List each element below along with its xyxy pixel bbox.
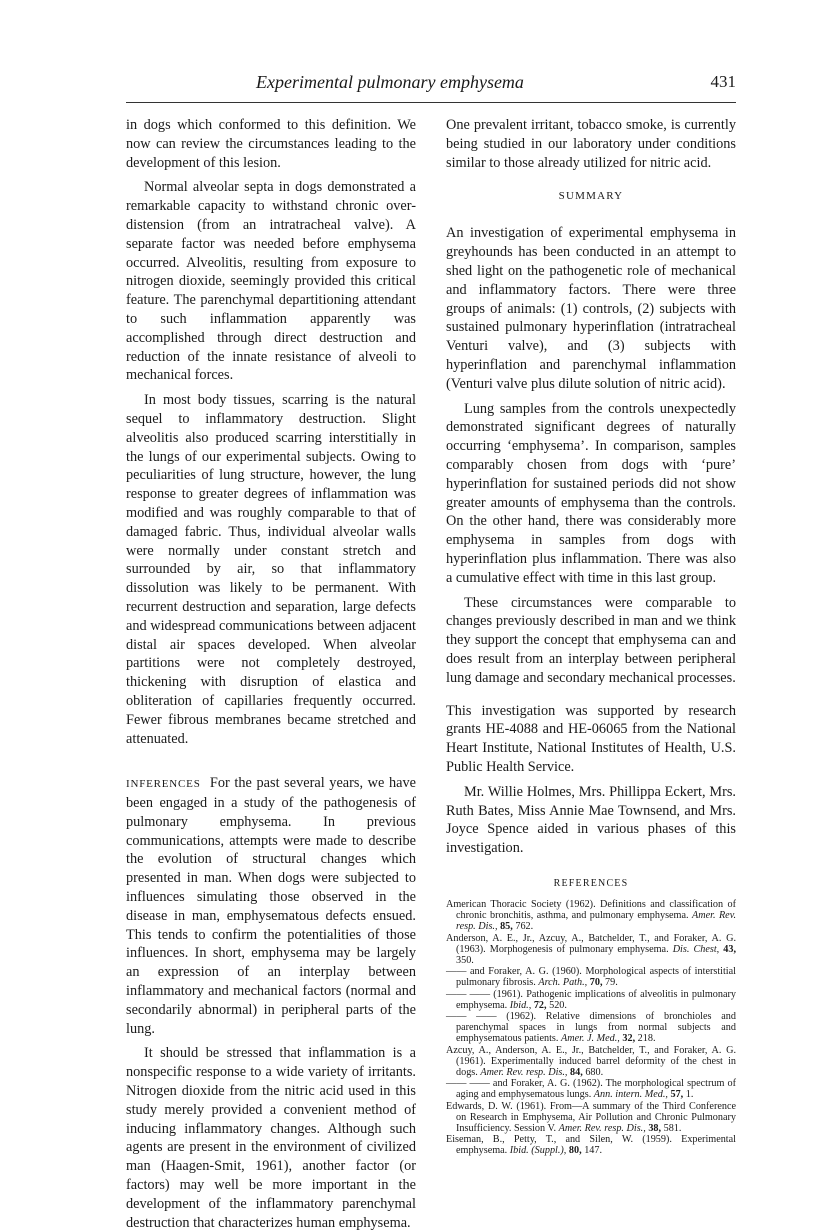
reference-journal: Amer. Rev. resp. Dis., bbox=[558, 1122, 649, 1134]
reference-entry bbox=[446, 898, 737, 933]
reference-pages: 1. bbox=[685, 1089, 694, 1101]
reference-entry bbox=[446, 1134, 736, 1157]
page-number: 431 bbox=[710, 72, 736, 91]
reference-journal: Amer. Rev. resp. Dis., bbox=[456, 910, 737, 933]
reference-pages: 79. bbox=[605, 977, 618, 989]
header-rule bbox=[126, 102, 736, 103]
reference-text: Anderson, A. E., Jr., Azcuy, A., Batchelder, T., and Foraker, A. G. (1963). Morphogenesis of pulmonary emphysema. bbox=[446, 932, 736, 955]
reference-journal: Dis. Chest, bbox=[672, 943, 724, 955]
reference-text: Eiseman, B., Petty, T., and Silen, W. (1959). Experimental emphysema. bbox=[446, 1134, 736, 1157]
reference-volume: 85, bbox=[500, 921, 516, 933]
reference-journal: Ibid., bbox=[509, 999, 534, 1011]
reference-text: —— and Foraker, A. G. (1960). Morphological aspects of interstitial pulmonary fibrosis. bbox=[446, 966, 736, 989]
reference-journal: Ibid. (Suppl.), bbox=[509, 1145, 569, 1157]
reference-text: —— —— (1962). Relative dimensions of bronchioles and parenchymal spaces in lungs from normal subjects and emphysematous patients. bbox=[446, 1010, 736, 1045]
reference-pages: 350. bbox=[456, 954, 474, 966]
reference-entry bbox=[446, 1044, 736, 1079]
left-column bbox=[126, 116, 416, 1232]
reference-pages: 680. bbox=[585, 1066, 604, 1078]
reference-entry bbox=[446, 1010, 736, 1045]
paragraph: One prevalent irritant, tobacco smoke, is currently being studied in our laboratory under conditions similar to those already utilized for nitric acid. bbox=[446, 117, 736, 171]
reference-volume: 84, bbox=[570, 1066, 586, 1078]
reference-entry bbox=[446, 1100, 736, 1135]
inferences-paragraph bbox=[126, 774, 416, 1038]
reference-entry bbox=[446, 966, 736, 989]
inferences-label: INFERENCES bbox=[126, 778, 201, 791]
reference-volume: 70, bbox=[589, 977, 606, 989]
reference-journal: Amer. Rev. resp. Dis., bbox=[480, 1066, 571, 1078]
reference-volume: 38, bbox=[648, 1122, 664, 1134]
reference-pages: 218. bbox=[637, 1033, 656, 1045]
acknowledgement-grants: This investigation was supported by research grants HE-4088 and HE-06065 from the National Heart Institute, National Institutes of Health, U.S. Public Health Service. bbox=[446, 702, 736, 775]
reference-pages: 581. bbox=[663, 1122, 682, 1134]
reference-volume: 43, bbox=[723, 943, 737, 955]
paragraph: It should be stressed that inflammation is a nonspecific response to a wide variety of irritants. Nitrogen dioxide from the nitric acid used in this study merely provided a convenient method of inducing inflammatory changes. Although such agents are present in the environment of civilized man (Haagen-Smit, 1961), another factor (or factors) may well be more important in the development of the inflammatory parenchymal destruction that characterizes human emphysema. bbox=[126, 1045, 416, 1231]
reference-text: —— —— and Foraker, A. G. (1962). The morphological spectrum of aging and emphysematous lungs. bbox=[446, 1078, 736, 1101]
reference-volume: 72, bbox=[533, 999, 550, 1011]
reference-pages: 762. bbox=[515, 921, 534, 933]
paragraph: Normal alveolar septa in dogs demonstrated a remarkable capacity to withstand chronic over-distension (from an intratracheal valve). A separate factor was needed before emphysema occurred. Alveolitis, resulting from exposure to nitrogen dioxide, seemingly provided this critical feature. The parenchymal departitioning attendant to such inflammation apparently was accomplished through direct destruction and reduction of the innate resistance of alveoli to mechanical forces. bbox=[126, 179, 416, 384]
acknowledgement-staff: Mr. Willie Holmes, Mrs. Phillippa Eckert, Mrs. Ruth Bates, Miss Annie Mae Townsend, and Mrs. Joyce Spence aided in various phases of this investigation. bbox=[446, 783, 736, 857]
reference-pages: 147. bbox=[584, 1145, 603, 1157]
summary-heading: SUMMARY bbox=[558, 190, 624, 203]
reference-journal: Ann. intern. Med., bbox=[593, 1089, 671, 1101]
reference-volume: 80, bbox=[568, 1145, 585, 1157]
summary-paragraph: Lung samples from the controls unexpectedly demonstrated significant degrees of naturally occurring ‘emphysema’. In comparison, samples comparably chosen from dogs with ‘pure’ hyperinflation for sustained periods did not show greater amounts of emphysema than the controls. On the other hand, there was considerably more emphysema in samples from dogs with hyperinflation plus inflammation. There was also a cumulative effect with time in this last group. bbox=[446, 400, 736, 586]
reference-journal: Amer. J. Med., bbox=[560, 1033, 623, 1045]
reference-text: —— —— (1961). Pathogenic implications of alveolitis in pulmonary emphysema. bbox=[446, 988, 736, 1011]
running-title: Experimental pulmonary emphysema bbox=[256, 72, 524, 92]
paragraph: in dogs which conformed to this definition. We now can review the circumstances leading to the development of this lesion. bbox=[126, 117, 416, 171]
references-heading: REFERENCES bbox=[553, 877, 629, 889]
running-header bbox=[256, 72, 736, 96]
reference-volume: 32, bbox=[622, 1033, 638, 1045]
reference-entry bbox=[446, 932, 737, 967]
reference-entry bbox=[446, 1078, 736, 1101]
reference-entry bbox=[446, 988, 736, 1011]
right-column bbox=[446, 116, 736, 1157]
reference-text: Azcuy, A., Anderson, A. E., Jr., Batchelder, T., and Foraker, A. G. (1961). Experimentally induced barrel deformity of the chest in dogs. bbox=[446, 1044, 736, 1078]
reference-text: Edwards, D. W. (1961). From—A summary of the Third Conference on Research in Emphysema, Air Pollution and Chronic Pulmonary Insufficiency. Session V. bbox=[446, 1100, 736, 1134]
reference-journal: Arch. Path., bbox=[538, 977, 590, 989]
inferences-text: For the past several years, we have been engaged in a study of the pathogenesis of pulmonary emphysema. In previous communications, attempts were made to describe the evolution of structural changes which presented in man. When dogs were subjected to influences simulating those observed in the disease in man, emphysematous defects ensued. This tends to confirm the potentialities of those influences. In short, emphysema may be largely an expression of an interplay between inflammatory and mechanical factors (normal and secondarily abnormal) in peripheral parts of the lung. bbox=[126, 775, 416, 1037]
reference-text: American Thoracic Society (1962). Definitions and classification of chronic bronchitis, asthma, and pulmonary emphysema. bbox=[446, 898, 736, 922]
reference-pages: 520. bbox=[549, 999, 567, 1011]
paragraph: In most body tissues, scarring is the natural sequel to inflammatory destruction. Slight alveolitis also produced scarring interstitially in the lungs of our experimental subjects. Owing to peculiarities of lung structure, however, the lung response to greater degrees of inflammation was modified and was roughly comparable to that of damaged fabric. Thus, individual alveolar walls were normally under constant stretch and surrounded by air, so that inflammatory dissolution was likely to be permanent. With recurrent destruction and separation, large defects and widespread communications between adjacent distal air spaces developed. When alveolar partitions were not completely destroyed, thickening with disruption of elastica and obliteration of capillaries frequently occurred. Fewer fibrous membranes became stretched and attenuated. bbox=[126, 392, 416, 747]
reference-volume: 57, bbox=[670, 1089, 686, 1101]
reference-list bbox=[446, 899, 736, 1157]
summary-paragraph: These circumstances were comparable to changes previously described in man and we think they support the concept that emphysema can and does result from an interplay between peripheral lung damage and secondary mechanical processes. bbox=[446, 594, 736, 686]
summary-paragraph: An investigation of experimental emphysema in greyhounds has been conducted in an attempt to shed light on the pathogenetic role of mechanical and inflammatory factors. There were three groups of animals: (1) controls, (2) subjects with sustained pulmonary hyperinflation (intratracheal Venturi valve), and (3) subjects with hyperinflation and parenchymal inflammation (Venturi valve plus dilute solution of nitric acid). bbox=[446, 225, 736, 392]
